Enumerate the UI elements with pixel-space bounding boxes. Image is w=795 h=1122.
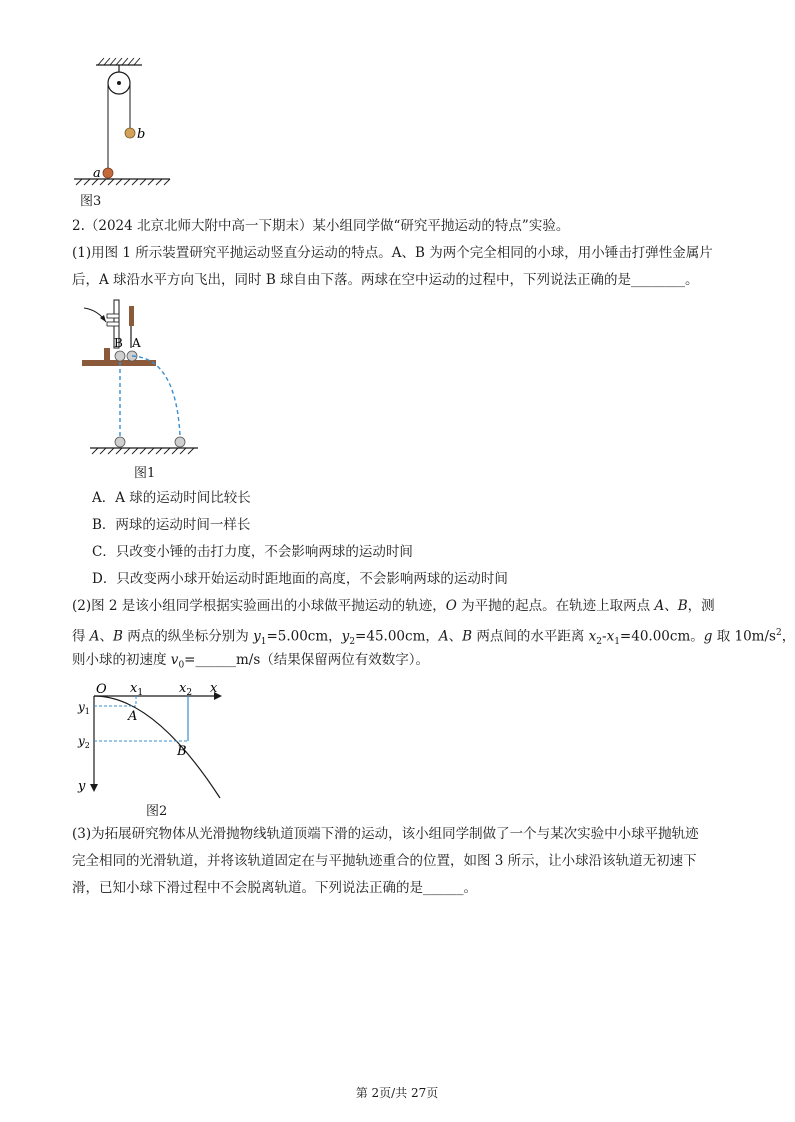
option-a[interactable]: A．A 球的运动时间比较长 [92,490,251,506]
label-x1: $x_1$ [130,681,144,698]
label-b: b [137,127,146,142]
option-b[interactable]: B．两球的运动时间一样长 [92,517,251,533]
label-y2: $y_2$ [78,734,90,750]
label-point-A: A [128,709,138,724]
part3-line2: 完全相同的光滑轨道，并将该轨道固定在与平抛轨迹重合的位置，如图 3 所示，让小球沿该轨道无初速下 [72,853,697,869]
label-B: B [114,336,123,350]
question-heading: 2.（2024 北京北师大附中高一下期末）某小组同学做“研究平抛运动的特点”实验。 [72,218,570,234]
part2-line1: (2)图 2 是该小组同学根据实验画出的小球做平抛运动的轨迹，O 为平抛的起点。在轨迹上取两点 A、B，测 [72,598,715,614]
part1-line2: 后，A 球沿水平方向飞出，同时 B 球自由下落。两球在空中运动的过程中，下列说法正确的是________。 [72,272,699,288]
option-c[interactable]: C．只改变小锤的击打力度，不会影响两球的运动时间 [92,544,413,560]
label-x-axis: x [210,681,218,696]
figure1-caption: 图1 [134,466,156,481]
figure2-caption: 图2 [146,804,168,819]
figure2-trajectory [78,680,244,800]
part1-line1: (1)用图 1 所示装置研究平抛运动竖直分运动的特点。A、B 为两个完全相同的小球，用小锤击打弹性金属片 [72,245,713,261]
label-y1: $y_1$ [78,700,90,716]
label-O: O [96,682,107,697]
ball-a [103,168,113,178]
label-A: A [132,336,141,350]
figure1-apparatus [76,296,236,461]
part2-line3: 则小球的初速度 $v_0=\_\_\_\_\_\_m/s$（结果保留两位有效数字）。 [72,652,430,671]
ball-b [125,128,135,138]
label-y-axis: y [78,779,86,794]
option-d[interactable]: D．只改变两小球开始运动时距地面的高度，不会影响两球的运动时间 [92,571,508,587]
label-point-B: B [177,744,187,759]
label-a: a [93,166,101,181]
label-x2: $x_2$ [179,681,193,698]
page-footer: 第 2页/共 27页 [355,1086,439,1100]
part3-line1: (3)为拓展研究物体从光滑抛物线轨道顶端下滑的运动，该小组同学制做了一个与某次实验中小球平抛轨迹 [72,826,699,842]
part3-line3: 滑，已知小球下滑过程中不会脱离轨道。下列说法正确的是______。 [72,880,477,896]
part2-line2: 得 A、B 两点的纵坐标分别为 $y_1=5.00cm$，$y_2=45.00cm$，A、B 两点间的水平距离 $x_2-x_1=40.00cm$。g 取 $10m/s^2$， [72,628,795,648]
figure3-caption: 图3 [80,194,102,209]
pulley-figure [60,55,180,190]
